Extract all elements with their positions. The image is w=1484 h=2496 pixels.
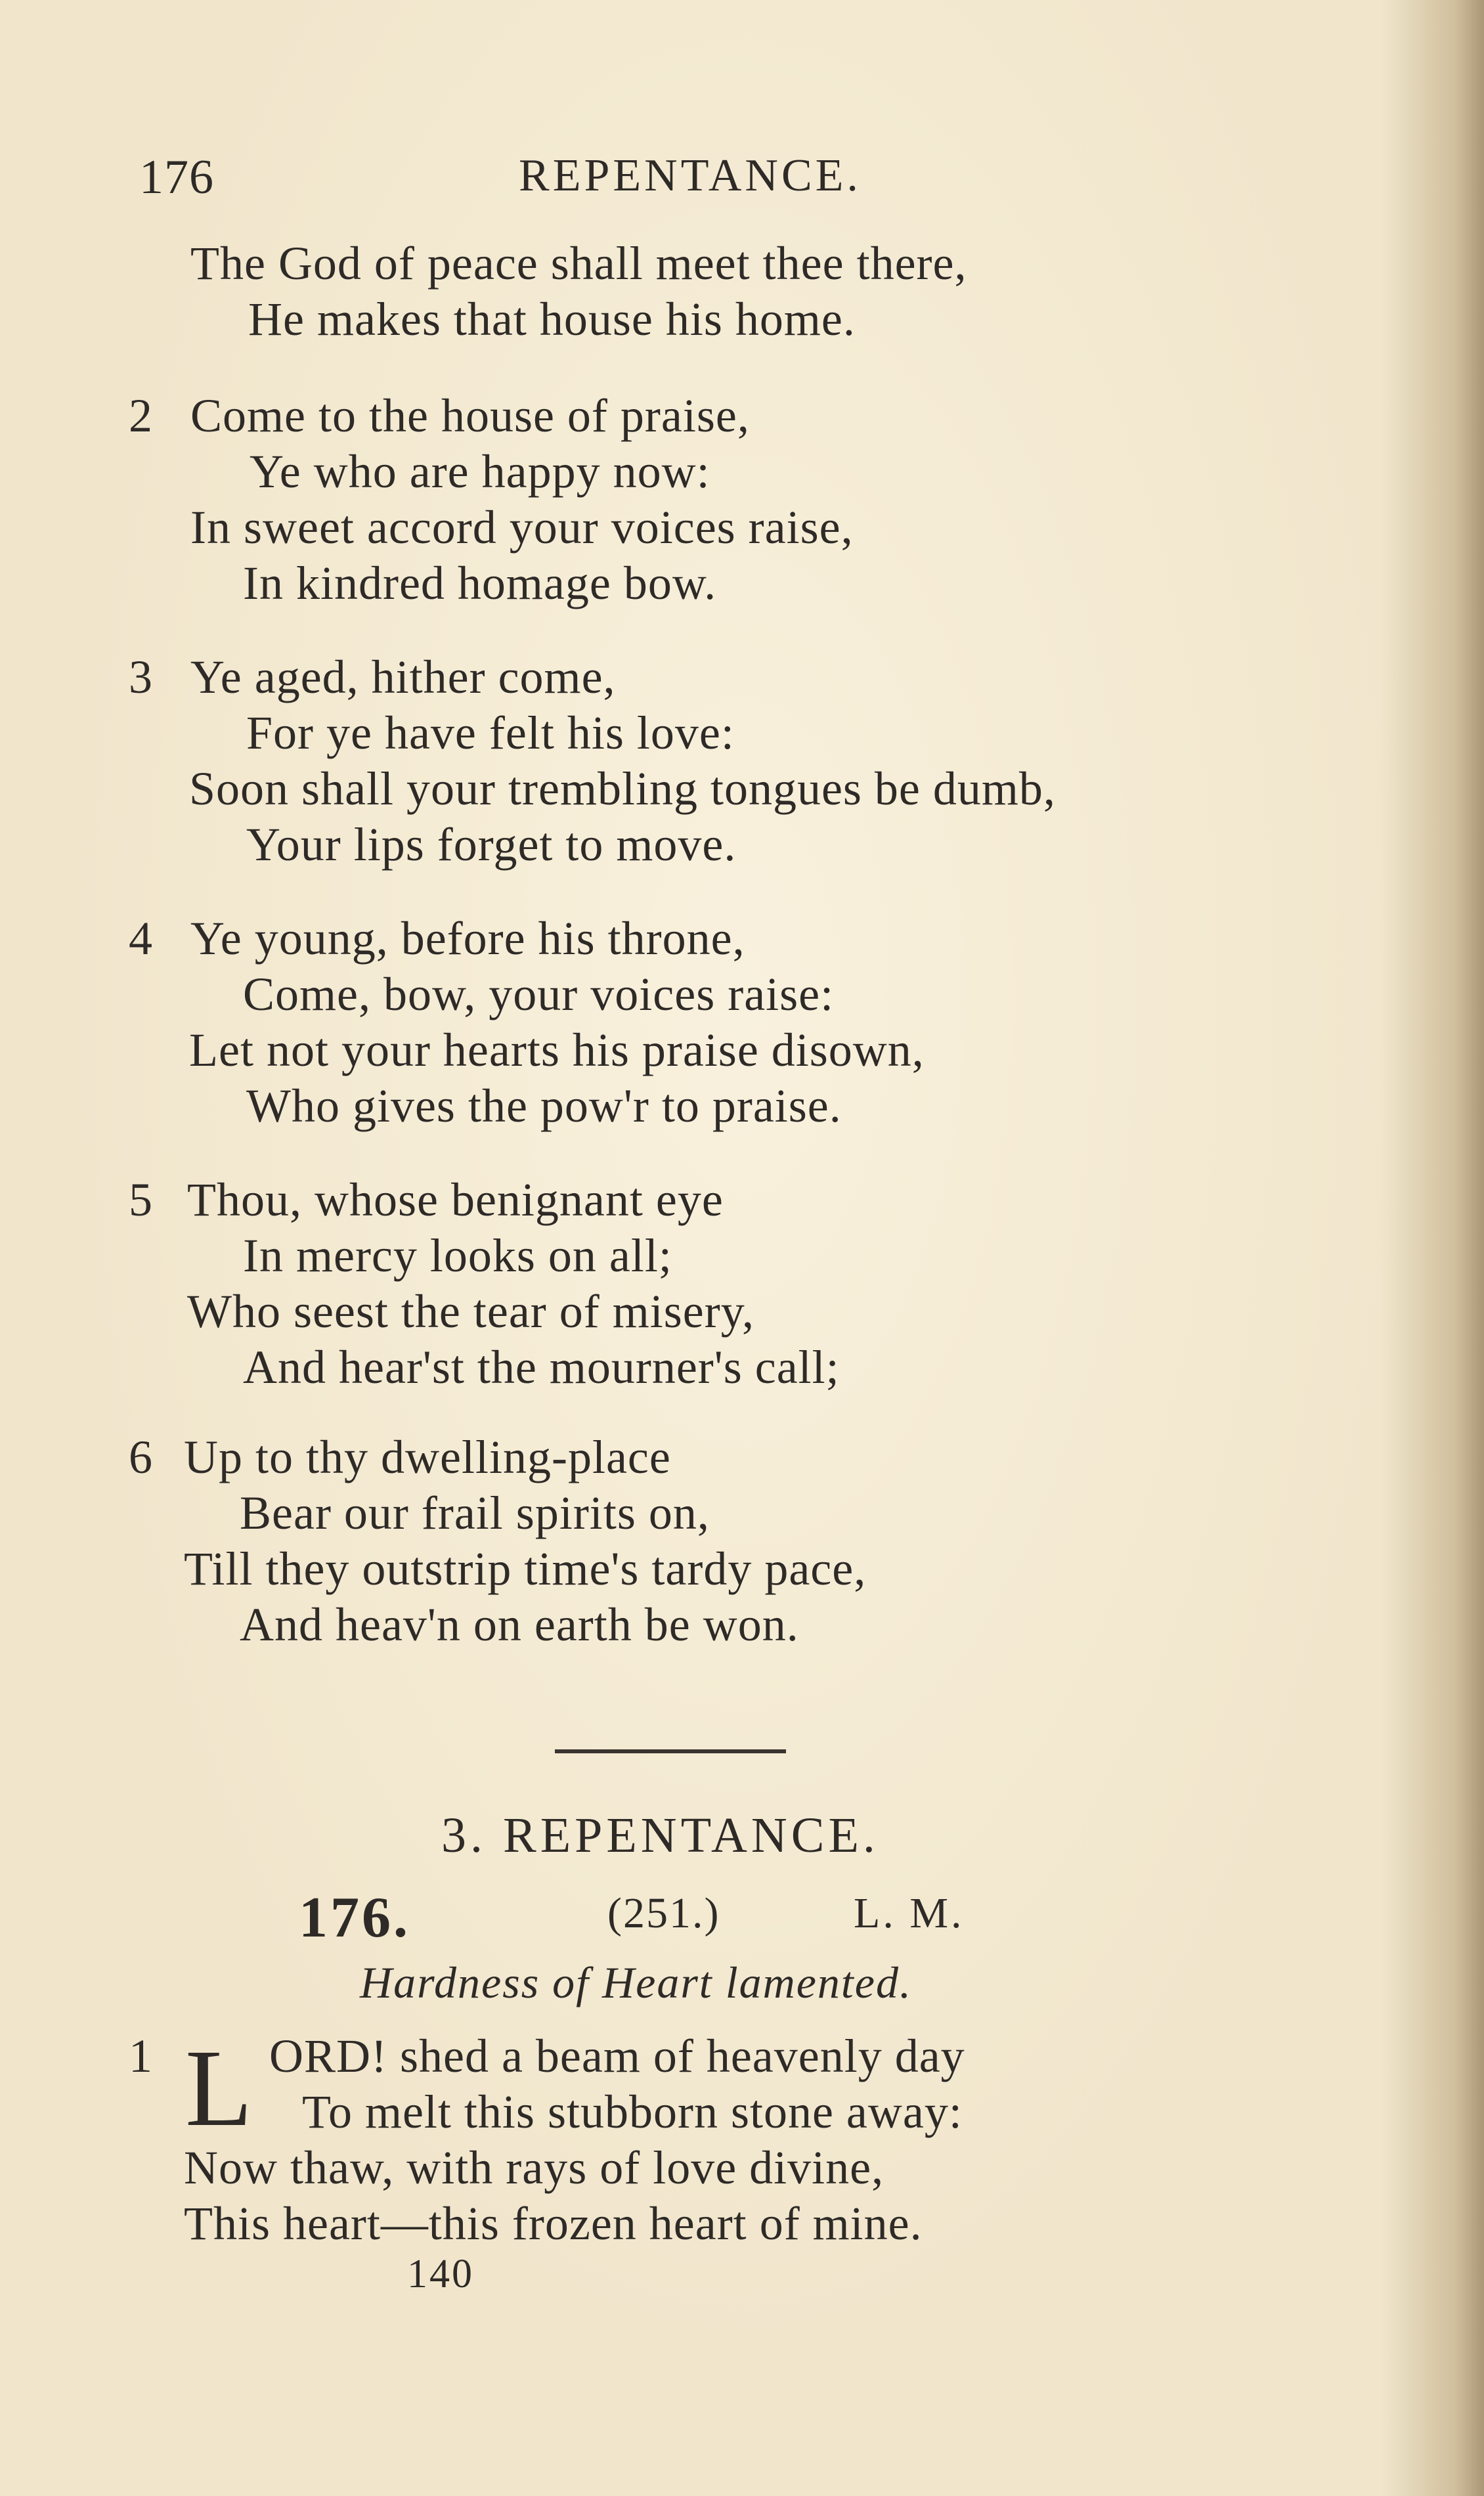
- stanza-line: To melt this stubborn stone away:: [302, 2086, 963, 2138]
- stanza-number: 4: [129, 912, 152, 965]
- stanza-number: 1: [129, 2030, 152, 2082]
- hymn-meter: L. M.: [854, 1889, 965, 1937]
- stanza-line: This heart—this frozen heart of mine.: [184, 2197, 923, 2250]
- stanza-line: In mercy looks on all;: [243, 1229, 672, 1282]
- stanza-number: 6: [129, 1431, 152, 1483]
- drop-cap: L: [185, 2027, 253, 2149]
- stanza-line: Now thaw, with rays of love divine,: [184, 2141, 884, 2194]
- continuation-line: The God of peace shall meet thee there,: [190, 237, 967, 290]
- stanza-line: Ye who are happy now:: [250, 445, 710, 498]
- stanza-line: For ye have felt his love:: [246, 707, 735, 759]
- stanza-line: Up to thy dwelling-place: [184, 1431, 671, 1483]
- stanza-line: Bear our frail spirits on,: [240, 1487, 710, 1539]
- stanza-line: Soon shall your trembling tongues be dumb,: [189, 762, 1056, 815]
- stanza-line: Thou, whose benignant eye: [187, 1173, 724, 1226]
- section-divider: [555, 1749, 786, 1753]
- stanza-line: Come, bow, your voices raise:: [243, 968, 835, 1020]
- stanza-line: Ye aged, hither come,: [190, 651, 616, 703]
- stanza-line: ORD! shed a beam of heavenly day: [269, 2030, 965, 2082]
- stanza-line: Let not your hearts his praise disown,: [189, 1024, 925, 1076]
- stanza-line: Who gives the pow'r to praise.: [246, 1080, 842, 1132]
- stanza-line: And heav'n on earth be won.: [240, 1598, 799, 1651]
- stanza-line: Till they outstrip time's tardy pace,: [184, 1543, 867, 1595]
- stanza-line: Your lips forget to move.: [246, 818, 737, 871]
- stanza-line: Come to the house of praise,: [190, 389, 750, 442]
- stanza-line: Who seest the tear of misery,: [187, 1285, 755, 1338]
- hymn-number: 176.: [299, 1886, 410, 1950]
- section-heading: 3. REPENTANCE.: [441, 1808, 879, 1863]
- stanza-line: In kindred homage bow.: [243, 557, 717, 609]
- hymn-subtitle: Hardness of Heart lamented.: [360, 1958, 912, 2007]
- stanza-number: 2: [129, 389, 152, 442]
- stanza-line: Ye young, before his throne,: [190, 912, 745, 965]
- stanza-line: And hear'st the mourner's call;: [243, 1341, 840, 1393]
- stanza-number: 5: [129, 1173, 152, 1226]
- stanza-number: 3: [129, 651, 152, 703]
- running-title: REPENTANCE.: [519, 150, 862, 201]
- page-number: 176: [139, 150, 214, 204]
- stanza-line: In sweet accord your voices raise,: [190, 501, 854, 554]
- hymn-reference: (251.): [607, 1889, 720, 1937]
- continuation-line: He makes that house his home.: [248, 293, 856, 345]
- signature-mark: 140: [407, 2252, 474, 2296]
